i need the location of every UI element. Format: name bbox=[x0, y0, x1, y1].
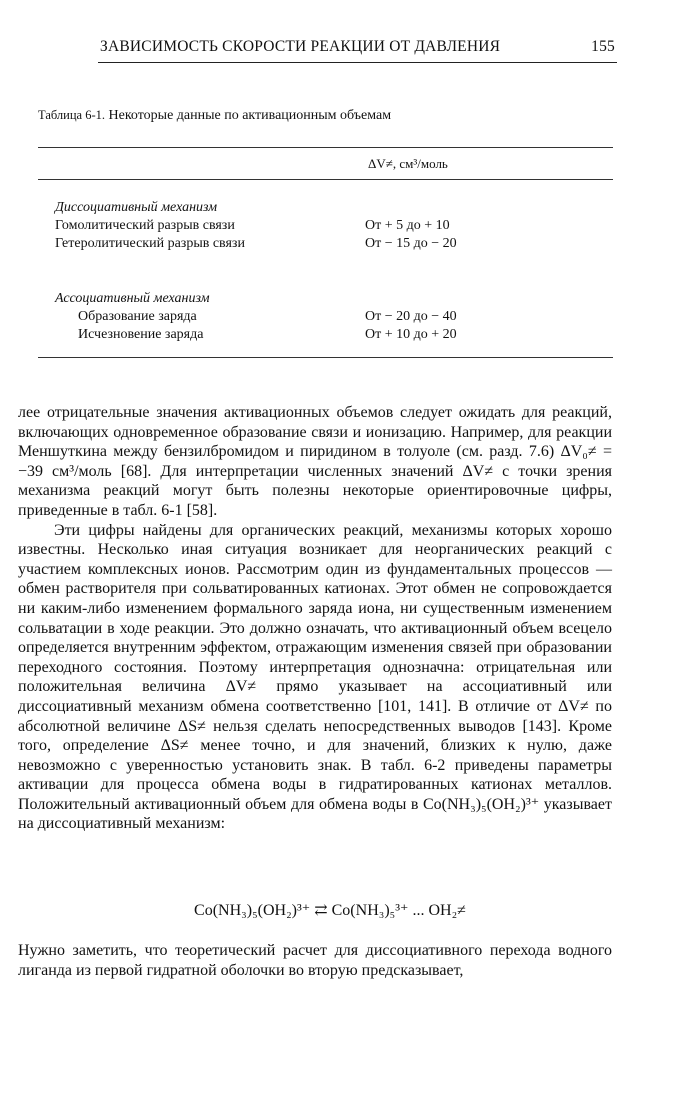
section-title-dissociative: Диссоциативный механизм bbox=[55, 200, 218, 215]
table-row-label: Исчезновение заряда bbox=[78, 327, 204, 342]
paragraph-2: Эти цифры найдены для органических реакций, механизмы которых хорошо известны. Несколько иная ситуация возникает для неорганических реакций с участием комплексных ионов. Рассмотрим один из фундаментальных процессов — обмен растворителя при сольватированных катионах. Этот обмен не сопровождается ни каким-либо изменением формального заряда иона, ни существенным изменением сольватации в ходе реакции. Это должно означать, что активационный объем всецело определяется внутренним эффектом, отражающим изменения связей при образовании переходного состояния. Поэтому интерпретация однозначна: отрицательная или положительная величина ΔV≠ прямо указывает на ассоциативный или диссоциативный механизм обмена соответственно [101, 141]. В отличие от ΔV≠ по абсолютной величине ΔS≠ нельзя сделать непосредственных выводов [143]. Кроме того, определение ΔS≠ менее точно, и для значений, близких к нулю, даже невозможно с уверенностью установить знак. В табл. 6-2 приведены параметры активации для процесса обмена воды в гидратированных катионах металлов. Положительный активационный объем для обмена воды в Co(NH₃)₅(OH₂)³⁺ указывает на диссоциативный механизм: bbox=[18, 521, 612, 833]
page-number: 155 bbox=[591, 38, 615, 55]
table-row-value: От + 10 до + 20 bbox=[365, 327, 457, 342]
running-header-title: ЗАВИСИМОСТЬ СКОРОСТИ РЕАКЦИИ ОТ ДАВЛЕНИЯ bbox=[100, 38, 501, 55]
continuation-text bbox=[18, 941, 612, 981]
table-row-value: От + 5 до + 10 bbox=[365, 218, 450, 233]
table-column-header: ΔV≠, см³/моль bbox=[368, 156, 448, 171]
table-caption-label: Таблица 6-1. bbox=[38, 108, 105, 122]
table-row-value: От − 20 до − 40 bbox=[365, 309, 457, 324]
body-text bbox=[18, 403, 612, 834]
table-top-rule bbox=[38, 147, 613, 148]
table-row-label: Образование заряда bbox=[78, 309, 197, 324]
section-title-associative: Ассоциативный механизм bbox=[55, 291, 210, 306]
paragraph-1: лее отрицательные значения активационных объемов следует ожидать для реакций, включающих одновременное образование связи и ионизацию. Например, для реакции Меншуткина между бензилбромидом и пиридином в толуоле (см. разд. 7.6) ΔV₀≠ = −39 см³/моль [68]. Для интерпретации численных значений ΔV≠ с точки зрения механизма реакций могут быть полезны некоторые ориентировочные цифры, приведенные в табл. 6-1 [58]. bbox=[18, 404, 612, 519]
paragraph-3: Нужно заметить, что теоретический расчет для диссоциативного перехода водного лиганда из первой гидратной оболочки во вторую предсказывает, bbox=[18, 942, 612, 979]
equation: Co(NH₃)₅(OH₂)³⁺ ⇄ Co(NH₃)₅³⁺ ... OH₂≠ bbox=[194, 902, 466, 919]
table-row-label: Гетеролитический разрыв связи bbox=[55, 236, 245, 251]
header-rule bbox=[98, 62, 617, 63]
table-header-rule bbox=[38, 179, 613, 180]
table-caption-text: Некоторые данные по активационным объемам bbox=[108, 108, 392, 123]
table-caption bbox=[38, 108, 391, 124]
table-row-value: От − 15 до − 20 bbox=[365, 236, 457, 251]
table-bottom-rule bbox=[38, 357, 613, 358]
table-row-label: Гомолитический разрыв связи bbox=[55, 218, 235, 233]
